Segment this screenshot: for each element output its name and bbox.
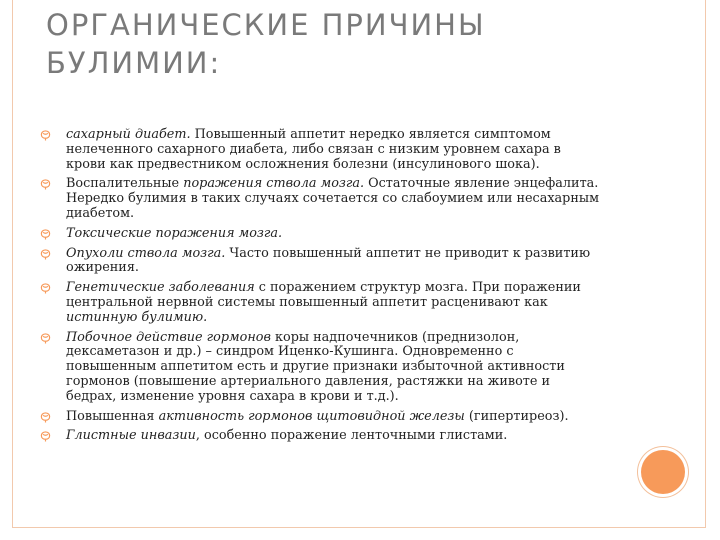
title-line-1: ОРГАНИЧЕСКИЕ ПРИЧИНЫ [46,8,486,42]
list-item [40,429,600,444]
item-text: Повышенная [66,408,159,424]
item-text: Побочное действие гормонов [66,329,271,345]
list-item [40,281,600,325]
item-text: , особенно поражение ленточными глистами. [195,428,508,444]
item-text: Опухоли ствола мозга. [66,245,226,261]
item-text: Генетические заболевания [66,280,255,296]
bullet-loop-icon [40,283,51,294]
item-text: Часто повышенный аппетит не приводит к развитию ожирения. [66,245,591,276]
item-text: истинную булимию. [66,309,208,325]
bullet-loop-icon [40,179,51,190]
list-item [40,410,600,425]
decorative-orange-circle [641,450,685,494]
item-text: Повышенный аппетит нередко является симптомом нелеченного сахарного диабета, либо связан с низким уровнем сахара в крови как предвестником осложнения болезни (инсулинового шока). [66,127,561,172]
item-text: (гипертиреоз). [464,408,569,424]
item-text: Глистные инвазии [66,428,196,444]
bullet-loop-icon [40,431,51,442]
item-text: с поражением структур мозга. При поражении центральной нервной системы повышенный аппетит расценивают как [66,280,581,310]
list-item [40,177,600,221]
item-text: поражения ствола мозга. [183,176,365,192]
bullet-loop-icon [40,412,51,423]
list-item [40,331,600,405]
slide-title [46,6,646,82]
list-item [40,227,600,242]
list-item [40,247,600,277]
item-text: Токсические поражения мозга. [66,225,283,241]
item-text: активность гормонов щитовидной железы [158,408,465,424]
bullet-loop-icon [40,229,51,240]
bullet-loop-icon [40,249,51,260]
item-text: сахарный диабет. [66,127,195,142]
item-text: Остаточные явление энцефалита. Нередко булимия в таких случаях сочетается со слабоумием или несахарным диабетом. [66,176,600,221]
title-line-2: БУЛИМИИ: [46,46,222,80]
list-item [40,128,600,172]
item-text: Воспалительные [66,176,184,192]
bullet-loop-icon [40,130,51,141]
item-text: коры надпочечников (преднизолон, дексаметазон и др.) – синдром Иценко-Кушинга. Одновременно с повышенным аппетитом есть и другие признаки избыточной активности гормонов (повышение артериального давления, растяжки на животе и бедрах, изменение уровня сахара в крови и т.д.). [66,329,565,404]
bullet-loop-icon [40,333,51,344]
causes-list [40,128,600,449]
